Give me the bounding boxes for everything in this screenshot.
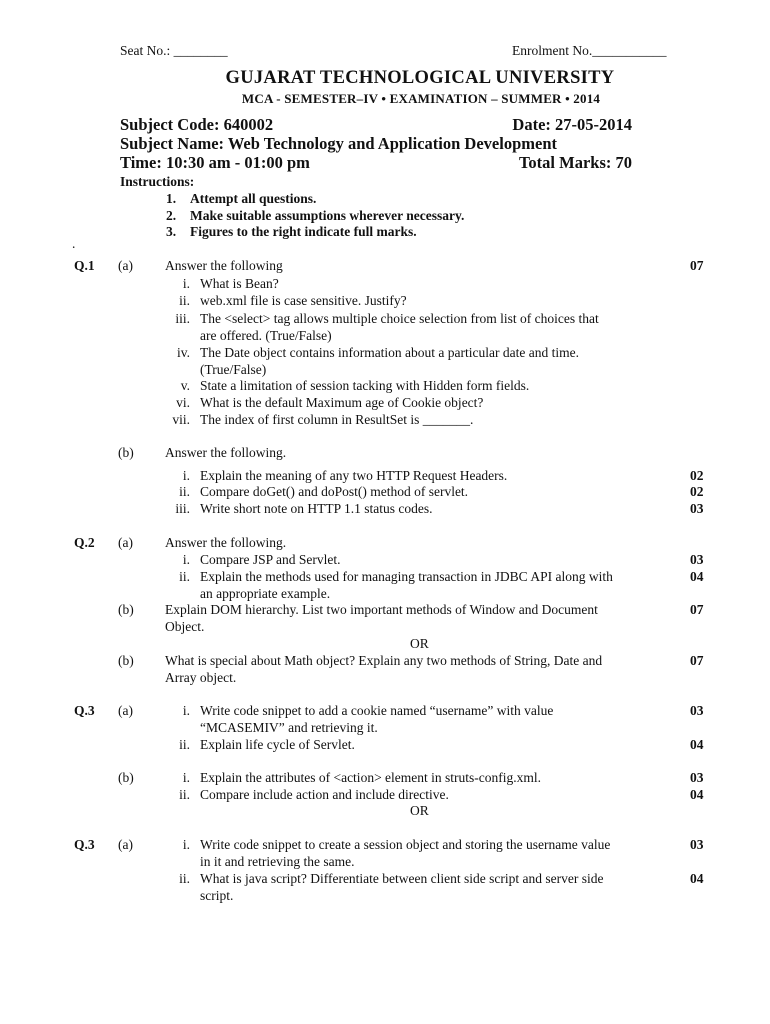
item-num: iii. (175, 311, 190, 326)
item-text: Compare doGet() and doPost() method of servlet. (200, 484, 469, 499)
item-text: Explain the meaning of any two HTTP Request Headers. (200, 468, 508, 483)
seat-no: Seat No.: ________ (120, 43, 228, 58)
instruction-text: Figures to the right indicate full marks. (190, 224, 417, 239)
enrolment-no: Enrolment No.___________ (512, 43, 667, 58)
item-text-cont: are offered. (True/False) (200, 328, 332, 343)
marks: 03 (690, 770, 704, 785)
item-num: ii. (179, 737, 190, 752)
item-num: ii. (179, 484, 190, 499)
instructions-title: Instructions: (120, 174, 195, 189)
part-label: (a) (118, 258, 133, 273)
part-intro: Answer the following (165, 258, 283, 273)
part-label: (a) (118, 703, 133, 718)
item-text: What is the default Maximum age of Cookie object? (200, 395, 484, 410)
or-divider: OR (410, 636, 429, 651)
exam-time: Time: 10:30 am - 01:00 pm (120, 153, 310, 172)
subject-name: Subject Name: Web Technology and Application Development (120, 134, 557, 153)
part-label: (b) (118, 770, 134, 785)
instruction-text: Attempt all questions. (190, 191, 317, 206)
subject-code: Subject Code: 640002 (120, 115, 274, 134)
part-intro: Answer the following. (165, 445, 287, 460)
item-num: iv. (177, 345, 190, 360)
marks: 03 (690, 501, 704, 516)
stray-dot: . (72, 236, 76, 251)
item-num: i. (182, 468, 190, 483)
part-text: Explain DOM hierarchy. List two important methods of Window and Document (165, 602, 598, 617)
total-marks: Total Marks: 70 (518, 153, 632, 172)
exam-date: Date: 27-05-2014 (512, 115, 632, 134)
item-num: i. (182, 276, 190, 291)
item-text: The Date object contains information about a particular date and time. (200, 345, 579, 360)
item-text: Write code snippet to create a session object and storing the username value (200, 837, 611, 852)
item-text: web.xml file is case sensitive. Justify? (200, 293, 407, 308)
marks: 07 (690, 653, 704, 668)
marks: 03 (690, 552, 704, 567)
instruction-num: 2. (166, 208, 177, 223)
part-label: (b) (118, 653, 134, 668)
question-label: Q.1 (74, 258, 95, 273)
marks: 07 (690, 258, 704, 273)
part-text-cont: Array object. (165, 670, 237, 685)
part-text: What is special about Math object? Explain any two methods of String, Date and (165, 653, 603, 668)
item-text: Write code snippet to add a cookie named “username” with value (200, 703, 554, 718)
marks: 02 (690, 468, 704, 483)
part-label: (a) (118, 837, 133, 852)
part-label: (b) (118, 445, 134, 460)
item-num: vi. (176, 395, 190, 410)
item-num: ii. (179, 871, 190, 886)
item-text: The <select> tag allows multiple choice selection from list of choices that (200, 311, 599, 326)
question-label: Q.3 (74, 837, 95, 852)
item-num: ii. (179, 569, 190, 584)
item-text: Explain the methods used for managing transaction in JDBC API along with (200, 569, 613, 584)
item-text-cont: script. (200, 888, 234, 903)
question-label: Q.2 (74, 535, 95, 550)
item-text: Explain life cycle of Servlet. (200, 737, 355, 752)
marks: 04 (690, 569, 704, 584)
item-num: i. (182, 703, 190, 718)
part-intro: Answer the following. (165, 535, 287, 550)
item-num: i. (182, 837, 190, 852)
item-text-cont: “MCASEMIV” and retrieving it. (200, 720, 378, 735)
item-text: Compare JSP and Servlet. (200, 552, 341, 567)
item-num: ii. (179, 787, 190, 802)
part-text-cont: Object. (165, 619, 205, 634)
marks: 04 (690, 787, 704, 802)
item-num: iii. (175, 501, 190, 516)
item-text-cont: in it and retrieving the same. (200, 854, 355, 869)
item-text: Compare include action and include directive. (200, 787, 449, 802)
marks: 03 (690, 837, 704, 852)
item-text-cont: (True/False) (200, 362, 267, 377)
item-text-cont: an appropriate example. (200, 586, 331, 601)
item-text: The index of first column in ResultSet is _______. (200, 412, 474, 427)
instruction-num: 3. (166, 224, 177, 239)
marks: 04 (690, 871, 704, 886)
item-text: What is java script? Differentiate between client side script and server side (200, 871, 604, 886)
item-text: Explain the attributes of <action> element in struts-config.xml. (200, 770, 542, 785)
item-num: vii. (172, 412, 190, 427)
marks: 03 (690, 703, 704, 718)
item-num: i. (182, 552, 190, 567)
university-name: GUJARAT TECHNOLOGICAL UNIVERSITY (225, 68, 615, 88)
marks: 04 (690, 737, 704, 752)
item-num: ii. (179, 293, 190, 308)
item-num: v. (180, 378, 190, 393)
exam-line: MCA - SEMESTER–IV • EXAMINATION – SUMMER • 2014 (241, 91, 601, 106)
item-text: What is Bean? (200, 276, 279, 291)
part-label: (b) (118, 602, 134, 617)
instruction-text: Make suitable assumptions wherever necessary. (190, 208, 465, 223)
marks: 07 (690, 602, 704, 617)
part-label: (a) (118, 535, 133, 550)
marks: 02 (690, 484, 704, 499)
instruction-num: 1. (166, 191, 177, 206)
or-divider: OR (410, 803, 429, 818)
item-num: i. (182, 770, 190, 785)
item-text: Write short note on HTTP 1.1 status codes. (200, 501, 433, 516)
question-label: Q.3 (74, 703, 95, 718)
item-text: State a limitation of session tacking with Hidden form fields. (200, 378, 530, 393)
